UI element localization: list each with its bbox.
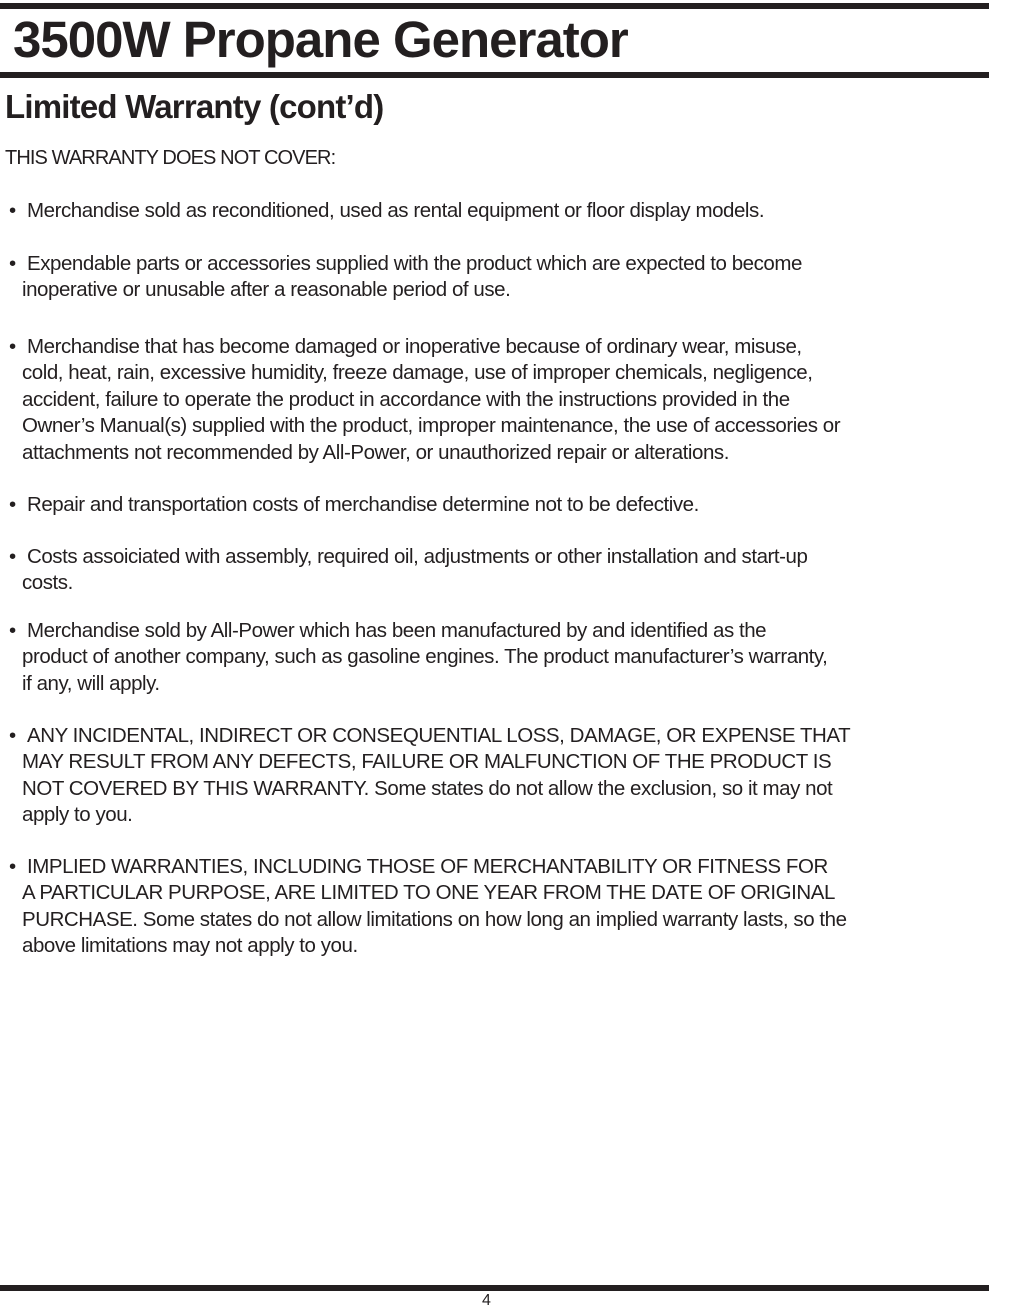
list-item-line [9,334,840,360]
bullet-icon: • [9,493,16,516]
line-text: ANY INCIDENTAL, INDIRECT OR CONSEQUENTIAL LOSS, DAMAGE, OR EXPENSE THAT [27,724,851,747]
list-item-line [9,671,827,697]
line-text: MAY RESULT FROM ANY DEFECTS, FAILURE OR MALFUNCTION OF THE PRODUCT IS [22,750,832,774]
line-text: inoperative or unusable after a reasonable period of use. [22,278,511,302]
list-item [9,334,840,466]
bullet-icon: • [9,335,16,358]
title-rule [0,72,989,78]
list-item-line [9,387,840,413]
line-text: PURCHASE. Some states do not allow limitations on how long an implied warranty lasts, so the [22,907,847,931]
line-text: Owner’s Manual(s) supplied with the product, improper maintenance, the use of accessories or [22,414,841,438]
document-title: 3500W Propane Generator [13,11,628,68]
intro-text: THIS WARRANTY DOES NOT COVER: [5,147,336,169]
line-text: accident, failure to operate the product in accordance with the instructions provided in the [22,387,790,411]
list-item-line [9,360,840,386]
line-text: Merchandise sold as reconditioned, used as rental equipment or floor display models. [27,199,765,222]
line-text: Expendable parts or accessories supplied with the product which are expected to become [27,252,802,275]
list-item-line [9,644,827,670]
list-item-line [9,802,850,828]
bullet-icon: • [9,199,16,222]
list-item [9,618,827,697]
list-item-line [9,749,850,775]
bullet-icon: • [9,545,16,568]
list-item [9,198,764,224]
list-item-line [9,776,850,802]
list-item-line [9,492,699,518]
bullet-icon: • [9,252,16,275]
list-item [9,251,802,304]
list-item [9,492,699,518]
list-item-line [9,907,847,933]
list-item-line [9,413,840,439]
line-text: A PARTICULAR PURPOSE, ARE LIMITED TO ONE YEAR FROM THE DATE OF ORIGINAL [22,881,835,905]
section-heading: Limited Warranty (cont’d) [5,88,384,125]
line-text: IMPLIED WARRANTIES, INCLUDING THOSE OF MERCHANTABILITY OR FITNESS FOR [27,855,828,878]
list-item-line [9,277,802,303]
list-item-line [9,723,850,749]
bottom-rule [0,1285,989,1291]
bullet-icon: • [9,855,16,878]
page-number: 4 [482,1292,491,1309]
line-text: Merchandise that has become damaged or inoperative because of ordinary wear, misuse, [27,335,802,358]
line-text: product of another company, such as gasoline engines. The product manufacturer’s warranty, [22,645,828,669]
list-item-line [9,544,807,570]
line-text: attachments not recommended by All-Power, or unauthorized repair or alterations. [22,440,729,464]
line-text: if any, will apply. [22,671,160,695]
line-text: NOT COVERED BY THIS WARRANTY. Some states do not allow the exclusion, so it may not [22,776,833,800]
list-item-line [9,854,847,880]
line-text: costs. [22,571,73,595]
bullet-icon: • [9,724,16,747]
list-item-line [9,251,802,277]
line-text: Repair and transportation costs of merchandise determine not to be defective. [27,493,699,516]
list-item [9,544,807,597]
list-item [9,723,850,829]
bullet-icon: • [9,619,16,642]
list-item-line [9,880,847,906]
list-item-line [9,618,827,644]
line-text: apply to you. [22,803,133,827]
line-text: cold, heat, rain, excessive humidity, freeze damage, use of improper chemicals, negligence, [22,361,813,385]
list-item-line [9,198,764,224]
list-item-line [9,933,847,959]
line-text: above limitations may not apply to you. [22,934,358,958]
line-text: Merchandise sold by All-Power which has been manufactured by and identified as the [27,619,767,642]
list-item-line [9,440,840,466]
line-text: Costs assoiciated with assembly, required oil, adjustments or other installation and start-up [27,545,808,568]
list-item [9,854,847,960]
list-item-line [9,570,807,596]
top-rule [0,3,989,9]
